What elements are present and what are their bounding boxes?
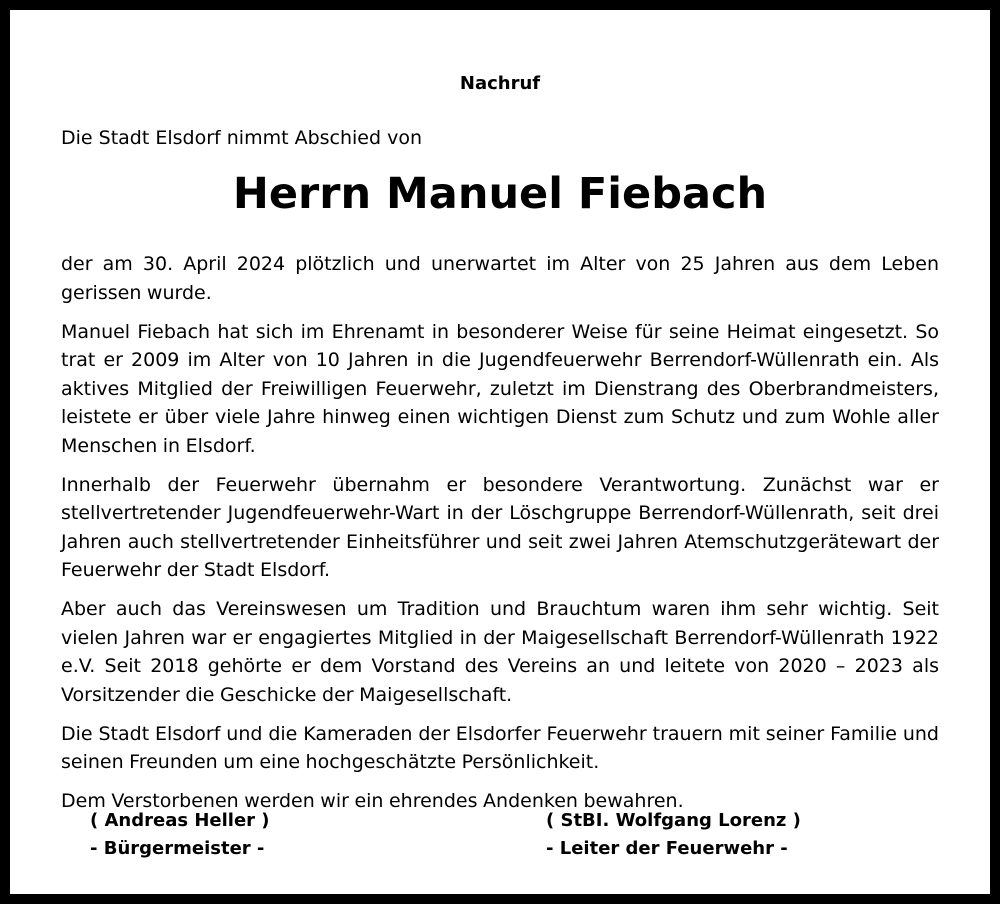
obituary-notice (10, 10, 990, 894)
paragraph-remembrance: Dem Verstorbenen werden wir ein ehrendes Andenken bewahren. (61, 790, 684, 812)
intro-line: Die Stadt Elsdorf nimmt Abschied von (61, 127, 422, 149)
signature-fire-chief (546, 807, 801, 863)
paragraph-volunteer: Manuel Fiebach hat sich im Ehrenamt in besonderer Weise für seine Heimat eingesetzt. So trat er 2009 im Alter von 10 Jahren in die Jugendfeuerwehr Berrendorf-Wüllenrath ein. Als aktives Mitglied der Freiwilligen Feuerwehr, zuletzt im Dienstrang des Oberbrandmeisters, leistete er über viele Jahre hinweg einen wichtigen Dienst zum Schutz und zum Wohle aller Menschen in Elsdorf. (61, 320, 939, 457)
signature-name: ( StBI. Wolfgang Lorenz ) (546, 810, 801, 831)
notice-body (61, 250, 939, 826)
notice-kicker: Nachruf (459, 73, 541, 94)
paragraph-mourning: Die Stadt Elsdorf und die Kameraden der Elsdorfer Feuerwehr trauern mit seiner Familie und seinen Freunden um eine hochgeschätzte Persönlichkeit. (61, 722, 939, 773)
signature-name: ( Andreas Heller ) (90, 810, 270, 831)
deceased-name: Herrn Manuel Fiebach (232, 169, 768, 219)
signature-mayor (90, 807, 270, 863)
signature-role: - Bürgermeister - (90, 838, 265, 859)
paragraph-association: Aber auch das Vereinswesen um Tradition und Brauchtum waren ihm sehr wichtig. Seit vielen Jahren war er engagiertes Mitglied in der Maigesellschaft Berrendorf-Wüllenrath 1922 e.V. Seit 2018 gehörte er dem Vorstand des Vereins an und leitete von 2020 – 2023 als Vorsitzender die Geschicke der Maigesellschaft. (61, 598, 939, 706)
signature-role: - Leiter der Feuerwehr - (546, 838, 788, 859)
paragraph-date: der am 30. April 2024 plötzlich und unerwartet im Alter von 25 Jahren aus dem Leben gerissen wurde. (61, 253, 939, 304)
paragraph-responsibility: Innerhalb der Feuerwehr übernahm er besondere Verantwortung. Zunächst war er stellvertretender Jugendfeuerwehr-Wart in der Löschgruppe Berrendorf-Wüllenrath, seit drei Jahren auch stellvertretender Einheitsführer und seit zwei Jahren Atemschutzgerätewart der Feuerwehr der Stadt Elsdorf. (61, 473, 939, 581)
